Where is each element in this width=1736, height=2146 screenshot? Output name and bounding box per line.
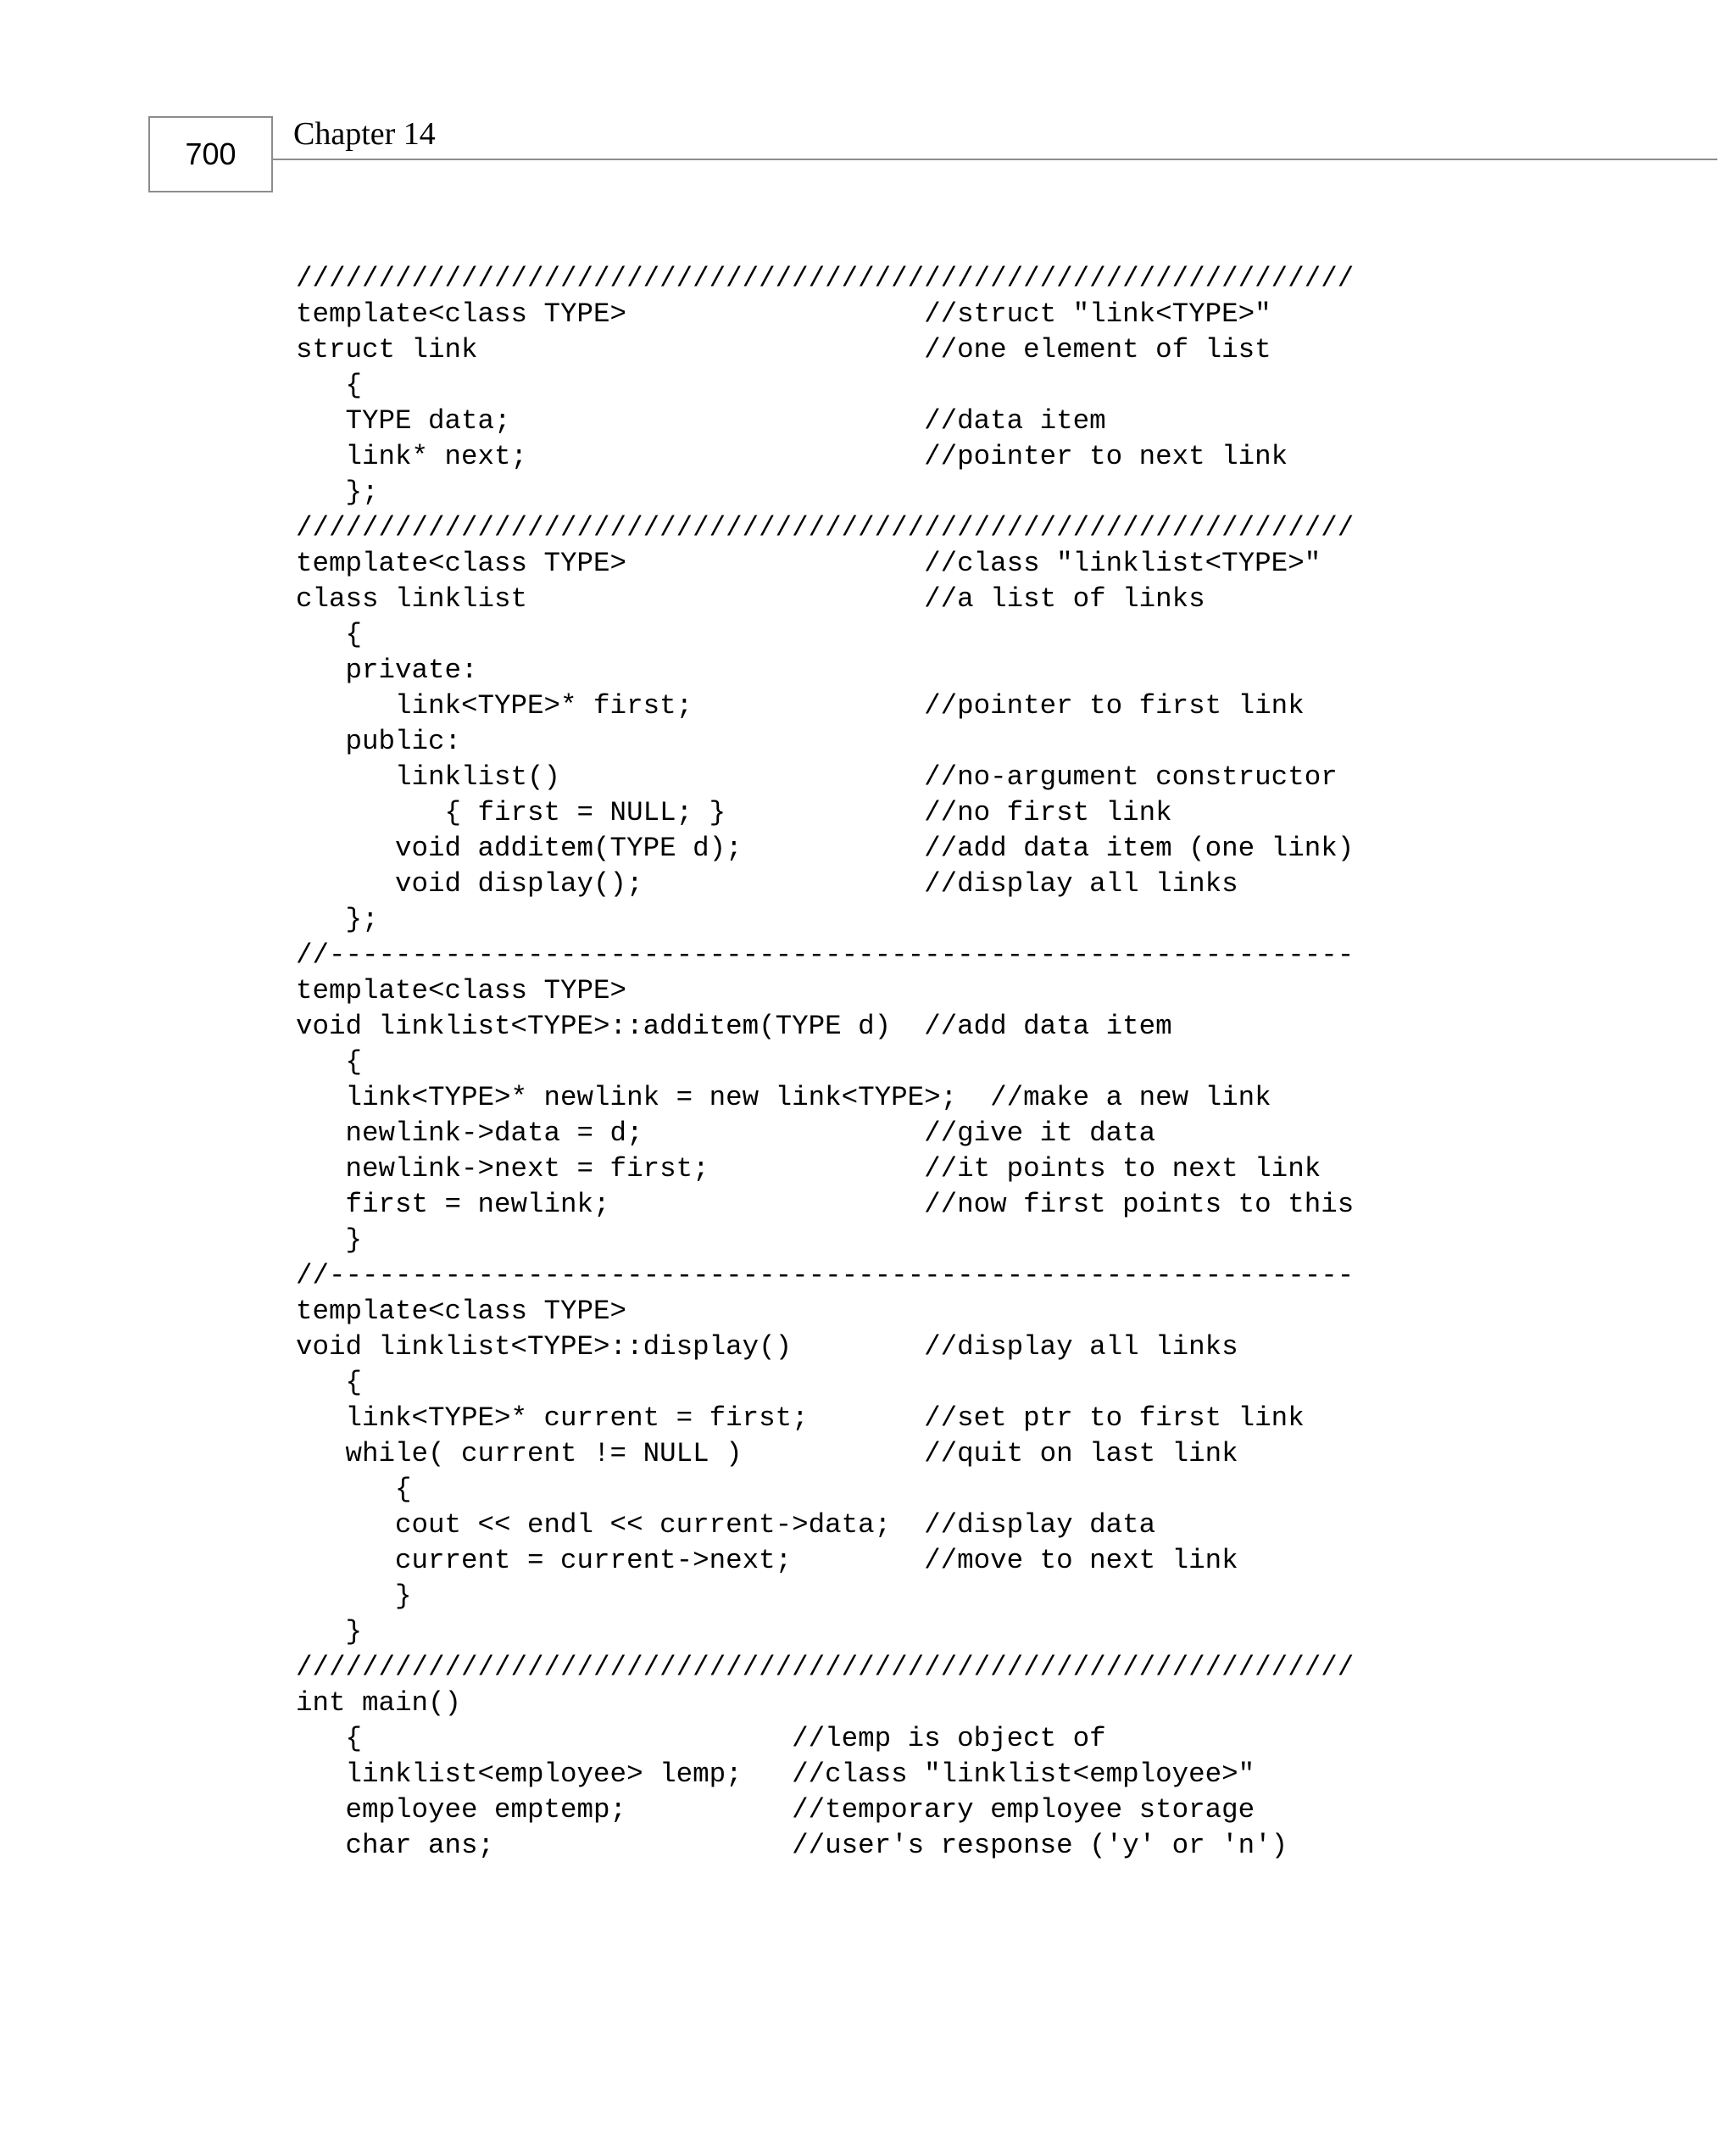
code-line: { (296, 1046, 363, 1078)
code-line: { first = NULL; } //no first link (296, 797, 1172, 828)
code-line: template<class TYPE> //class "linklist<TYPE>" (296, 548, 1321, 579)
chapter-title: Chapter 14 (293, 116, 436, 152)
code-line: void display(); //display all links (296, 868, 1238, 900)
code-line: link<TYPE>* newlink = new link<TYPE>; //make a new link (296, 1082, 1271, 1113)
code-line: TYPE data; //data item (296, 405, 1106, 437)
code-line: current = current->next; //move to next link (296, 1545, 1238, 1576)
code-line: linklist<employee> lemp; //class "linklist<employee>" (296, 1759, 1255, 1790)
code-line: //////////////////////////////////////////////////////////////// (296, 263, 1355, 294)
code-line: //-------------------------------------------------------------- (296, 939, 1355, 971)
code-line: { (296, 370, 363, 401)
code-line: employee emptemp; //temporary employee storage (296, 1794, 1255, 1825)
code-line: { (296, 1474, 412, 1505)
code-line: { (296, 1367, 363, 1398)
code-line: char ans; //user's response ('y' or 'n') (296, 1830, 1288, 1861)
code-line: void linklist<TYPE>::display() //display all links (296, 1331, 1238, 1363)
code-line: }; (296, 904, 379, 935)
code-listing (296, 261, 1354, 1864)
code-line: link<TYPE>* first; //pointer to first link (296, 690, 1305, 722)
code-line: void linklist<TYPE>::additem(TYPE d) //add data item (296, 1011, 1172, 1042)
code-line: template<class TYPE> (296, 1296, 627, 1327)
code-line: int main() (296, 1687, 462, 1719)
page-number: 700 (185, 137, 236, 171)
code-line: link* next; //pointer to next link (296, 441, 1288, 472)
code-line: { //lemp is object of (296, 1723, 1106, 1754)
code-line: } (296, 1580, 412, 1612)
page-number-box (148, 116, 273, 192)
code-line: while( current != NULL ) //quit on last link (296, 1438, 1238, 1469)
code-line: //////////////////////////////////////////////////////////////// (296, 1652, 1355, 1683)
header-rule (273, 159, 1717, 160)
code-line: } (296, 1616, 363, 1647)
code-line: //-------------------------------------------------------------- (296, 1260, 1355, 1291)
code-line: struct link //one element of list (296, 334, 1271, 365)
code-line: first = newlink; //now first points to this (296, 1189, 1355, 1220)
code-line: newlink->next = first; //it points to next link (296, 1153, 1321, 1184)
code-line: public: (296, 726, 462, 757)
code-line: { (296, 619, 363, 650)
code-line: } (296, 1224, 363, 1256)
code-line: cout << endl << current->data; //display data (296, 1509, 1156, 1541)
code-line: newlink->data = d; //give it data (296, 1118, 1156, 1149)
code-line: private: (296, 655, 478, 686)
code-line: template<class TYPE> //struct "link<TYPE>" (296, 298, 1271, 330)
code-line: template<class TYPE> (296, 975, 627, 1006)
code-line: void additem(TYPE d); //add data item (one link) (296, 833, 1355, 864)
code-line: link<TYPE>* current = first; //set ptr to first link (296, 1402, 1305, 1434)
code-line: }; (296, 477, 379, 508)
code-line: linklist() //no-argument constructor (296, 761, 1338, 793)
code-line: //////////////////////////////////////////////////////////////// (296, 512, 1355, 543)
code-line: class linklist //a list of links (296, 583, 1205, 615)
